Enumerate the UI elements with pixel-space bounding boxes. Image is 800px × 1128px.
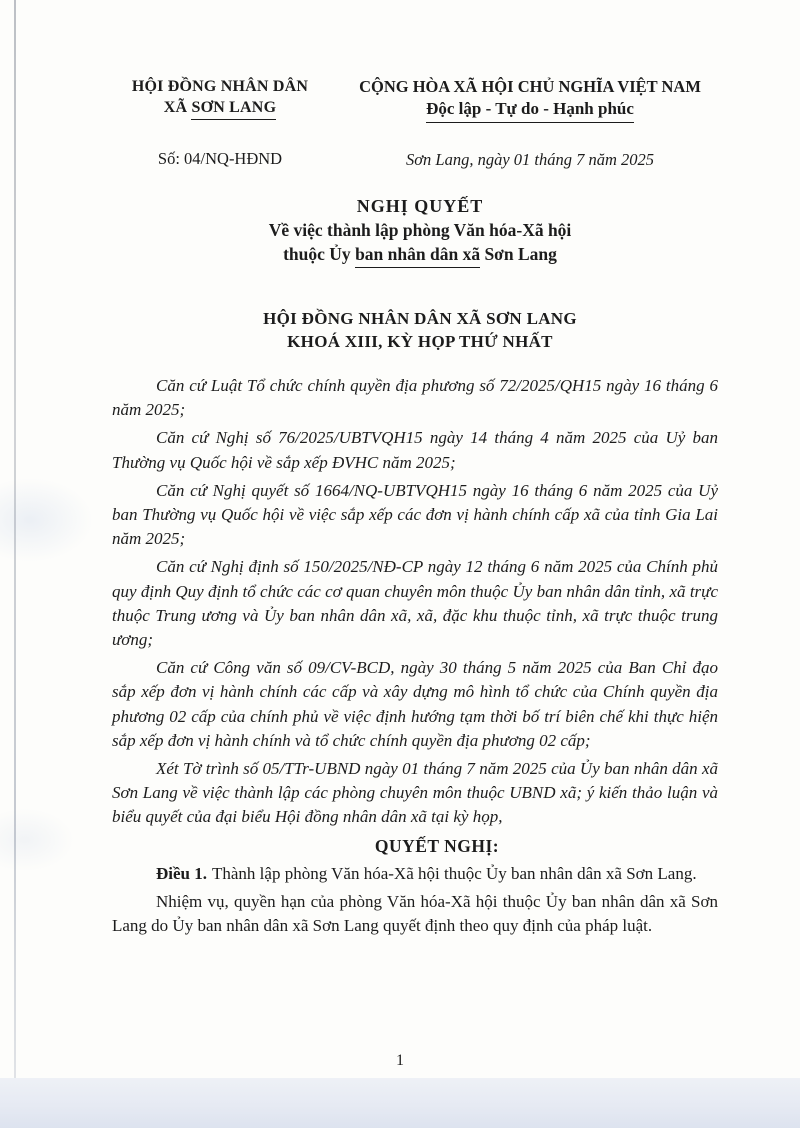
preamble-paragraph: Căn cứ Luật Tổ chức chính quyền địa phương số 72/2025/QH15 ngày 16 tháng 6 năm 2025;	[112, 376, 718, 420]
scan-edge-line	[14, 0, 16, 1082]
page-number: 1	[396, 1052, 404, 1069]
issuing-authority-line1: HỘI ĐỒNG NHÂN DÂN	[131, 78, 309, 95]
document-type-title: NGHỊ QUYẾT	[356, 196, 484, 216]
preamble-paragraph: Xét Tờ trình số 05/TTr-UBND ngày 01 tháng 7 năm 2025 của Ủy ban nhân dân xã Sơn Lang về việc thành lập các phòng chuyên môn thuộc UBND xã; ý kiến thảo luận và biểu quyết của đại biểu Hội đồng nhân dân xã tại kỳ họp,	[112, 759, 718, 827]
article-label: Điều 1.	[156, 863, 207, 883]
preamble-paragraph: Căn cứ Nghị số 76/2025/UBTVQH15 ngày 14 tháng 4 năm 2025 của Uỷ ban Thường vụ Quốc hội về sắp xếp ĐVHC năm 2025;	[112, 428, 718, 472]
article-text: Thành lập phòng Văn hóa-Xã hội thuộc Ủy ban nhân dân xã Sơn Lang.	[212, 863, 697, 883]
issuer-heading-block	[100, 307, 740, 353]
article-paragraph	[112, 890, 718, 938]
subject-underlined-part: ban nhân dân xã	[355, 242, 480, 268]
document-subject-line1: Về việc thành lập phòng Văn hóa-Xã hội	[268, 220, 572, 240]
article-paragraph	[112, 862, 718, 886]
issuer-heading-line1: HỘI ĐỒNG NHÂN DÂN XÃ SƠN LANG	[263, 309, 577, 328]
issuer-heading-line2: KHOÁ XIII, KỲ HỌP THỨ NHẤT	[287, 332, 553, 351]
scan-bottom-strip	[0, 1078, 800, 1128]
decree-heading: QUYẾT NGHỊ:	[374, 835, 500, 856]
preamble-paragraph: Căn cứ Nghị quyết số 1664/NQ-UBTVQH15 ngày 16 tháng 6 năm 2025 của Uỷ ban Thường vụ Quốc hội về việc sắp xếp các đơn vị hành chính cấp xã của tỉnh Gia Lai năm 2025;	[112, 480, 718, 549]
issue-date: Sơn Lang, ngày 01 tháng 7 năm 2025	[405, 150, 655, 169]
preamble-paragraph: Căn cứ Công văn số 09/CV-BCD, ngày 30 tháng 5 năm 2025 của Ban Chỉ đạo sắp xếp đơn vị hành chính các cấp và xây dựng mô hình tổ chức của Chính quyền địa phương 02 cấp của chính phủ về việc định hướng tạm thời bố trí biên chế khi thực hiện sắp xếp đơn vị hành chính và tổ chức chính quyền địa phương 02 cấp;	[112, 658, 718, 750]
issuing-authority-line2: XÃ SƠN LANG	[96, 97, 344, 120]
commune-name-underlined: SƠN LANG	[191, 97, 276, 120]
articles-section	[112, 862, 718, 939]
document-subject-line2: thuộc Ủy ban nhân dân xã Sơn Lang	[100, 242, 740, 268]
national-motto: Độc lập - Tự do - Hạnh phúc	[352, 98, 708, 123]
article-text: Nhiệm vụ, quyền hạn của phòng Văn hóa-Xã hội thuộc Ủy ban nhân dân xã Sơn Lang do Ủy ban nhân dân xã Sơn Lang quyết định theo quy định của pháp luật.	[112, 892, 718, 936]
preamble-section	[112, 374, 718, 830]
document-title-block	[100, 194, 740, 268]
document-body	[112, 374, 718, 942]
document-number: Số: 04/NQ-HĐND	[157, 149, 283, 168]
national-title: CỘNG HÒA XÃ HỘI CHỦ NGHĨA VIỆT NAM	[359, 77, 701, 96]
national-header-block	[352, 76, 708, 123]
issuing-authority-block	[96, 76, 344, 120]
preamble-paragraph: Căn cứ Nghị định số 150/2025/NĐ-CP ngày 12 tháng 6 năm 2025 của Chính phủ quy định Quy định tổ chức các cơ quan chuyên môn thuộc Ủy ban nhân dân tỉnh, xã trực thuộc Trung ương và Ủy ban nhân dân xã, xã, đặc khu thuộc tỉnh, xã trực thuộc trung ương;	[112, 557, 718, 650]
